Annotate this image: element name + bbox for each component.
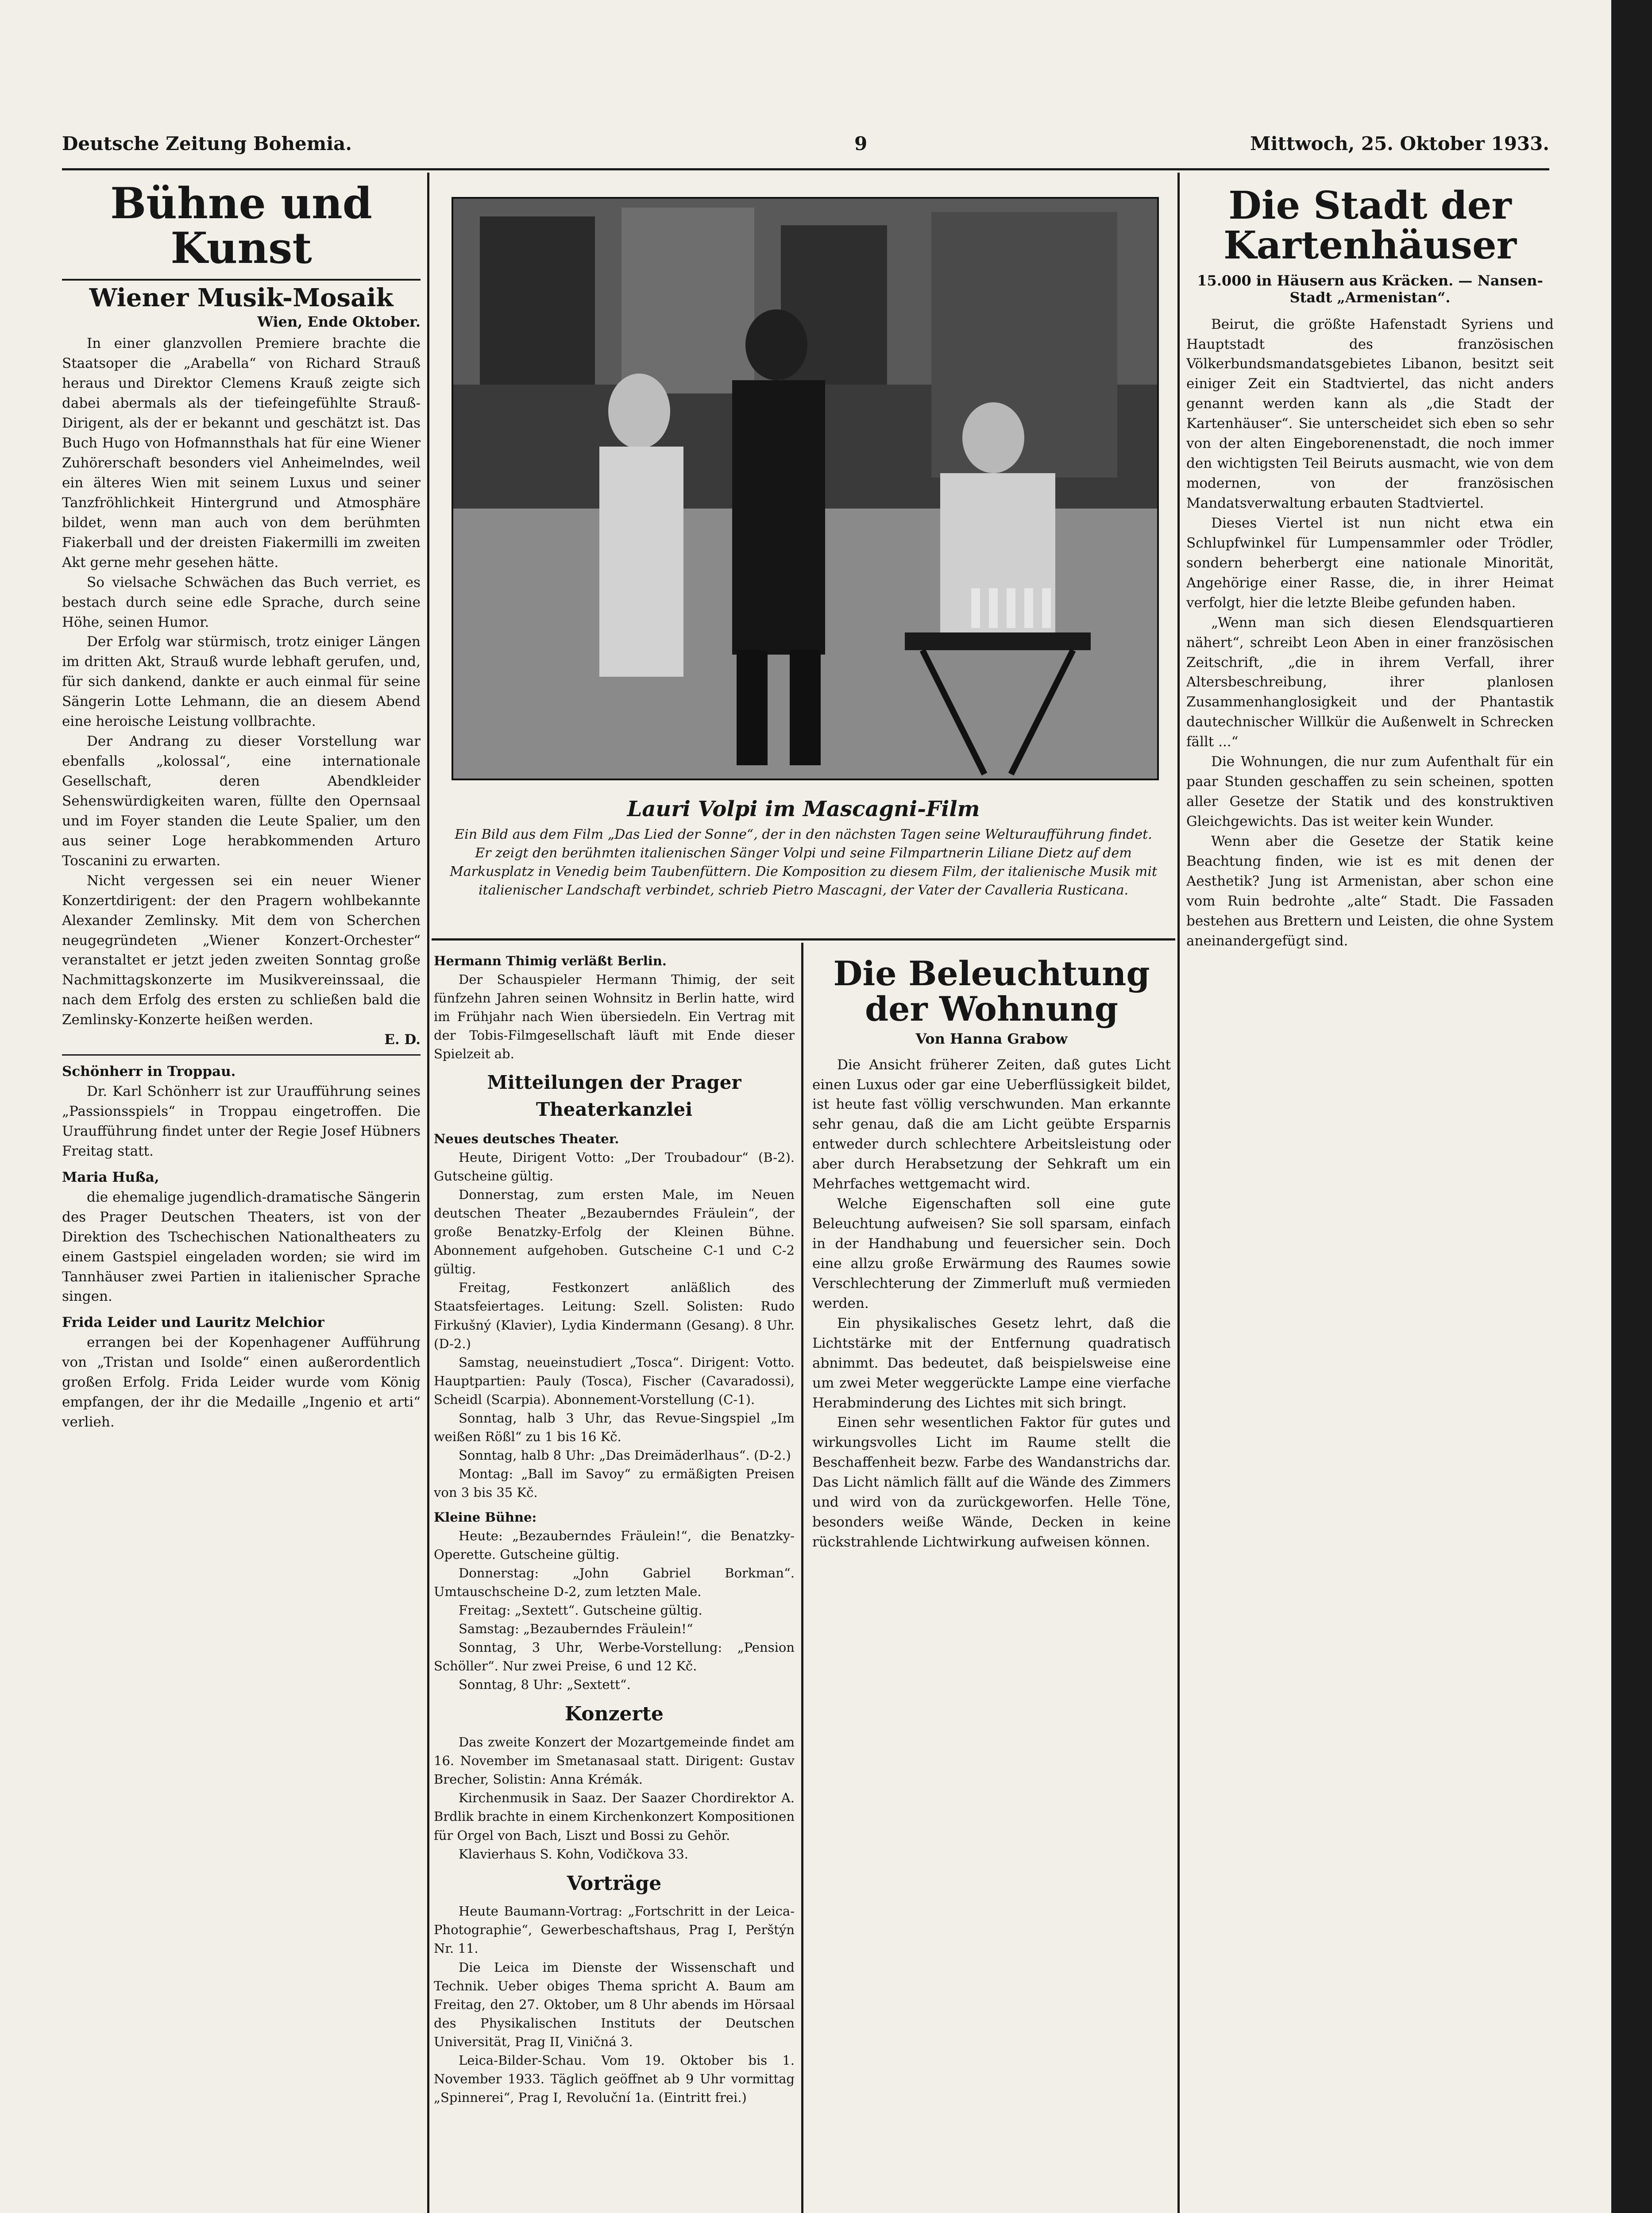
theater-line: Sonntag, halb 8 Uhr: „Das Dreimäderlhaus“. (D-2.) xyxy=(459,1447,791,1463)
newspaper-name: Deutsche Zeitung Bohemia. xyxy=(62,133,352,154)
konzert-line: Klavierhaus S. Kohn, Vodičkova 33. xyxy=(459,1846,688,1862)
photo-title: Lauri Volpi im Mascagni-Film xyxy=(627,797,980,821)
film-still-photo xyxy=(452,197,1159,780)
section-title-buehne: Bühne und Kunst xyxy=(110,178,372,273)
paragraph: Nicht vergessen sei ein neuer Wiener Konzertdirigent: der den Pragern wohlbekannte Alexander Zemlinsky. Mit dem von Scherchen neugegründeten „Wiener Konzert-Orchester“ veranstaltet er jetzt jeden zweiten Sonntag große Nachmittagskonzerte im Musikvereinssaal, die nach dem Erfolg des ersten zu schließen bald die Zemlinsky-Konzerte heißen werden. xyxy=(62,872,421,1028)
column-rule-2 xyxy=(1177,173,1180,2213)
middle-left-column xyxy=(434,952,795,2213)
paragraph: Der Erfolg war stürmisch, trotz einiger Längen im dritten Akt, Strauß wurde lebhaft gerufen, und, für sich dankend, dankte er auch einmal für seine Sängerin Lotte Lehmann, die an diesem Abend eine heroische Leistung vollbrachte. xyxy=(62,634,421,730)
section-title-vortraege: Vorträge xyxy=(567,1872,662,1895)
article-body xyxy=(62,334,421,1432)
kleine-line: Samstag: „Bezauberndes Fräulein!“ xyxy=(459,1621,693,1637)
theater-line: Heute, Dirigent Votto: „Der Troubadour“ (B-2). Gutscheine gültig. xyxy=(434,1150,795,1184)
kleine-buehne-title: Kleine Bühne: xyxy=(434,1510,537,1525)
theater-line: Montag: „Ball im Savoy“ zu ermäßigten Preisen von 3 bis 35 Kč. xyxy=(434,1466,795,1500)
right-column xyxy=(1186,177,1554,2213)
theater-title: Neues deutsches Theater. xyxy=(434,1131,619,1147)
kleine-line: Sonntag, 3 Uhr, Werbe-Vorstellung: „Pension Schöller“. Nur zwei Preise, 6 und 12 Kč. xyxy=(434,1640,795,1674)
paragraph: Welche Eigenschaften soll eine gute Beleuchtung aufweisen? Sie soll sparsam, einfach in der Handhabung und feuersicher sein. Doch eine allzu große Erwärmung des Raumes sowie Verschlechterung der Zimmerluft muß vermieden werden. xyxy=(812,1196,1171,1311)
paragraph: „Wenn man sich diesen Elendsquartieren nähert“, schreibt Leon Aben in einer französischen Zeitschrift, „die in ihrem Verfall, ihrer Altersbeschreibung, ihrer planlosen Zusammenhanglosigkeit und der Phantastik dautechnischer Willkür die Außenwelt in Schrecken fällt ...“ xyxy=(1186,614,1554,750)
article-body-beleuchtung xyxy=(812,1055,1171,1552)
paragraph: Die Ansicht früherer Zeiten, daß gutes Licht einen Luxus oder gar eine Ueberflüssigkeit bildet, ist heute fast völlig verschwunden. Man erkannte sehr genau, daß die am Licht geübte Ersparnis entweder durch schlechtere Arbeitsleistung oder aber durch Herabsetzung der Sehkraft um ein Mehrfaches wettgemacht wird. xyxy=(812,1056,1171,1192)
kleine-line: Sonntag, 8 Uhr: „Sextett“. xyxy=(459,1677,631,1693)
paragraph: Dieses Viertel ist nun nicht etwa ein Schlupfwinkel für Lumpensammler oder Trödler, sondern beherbergt eine nationale Minorität, Angehörige einer Rasse, die, in ihrer Heimat verfolgt, hier die letzte Bleibe gefunden haben. xyxy=(1186,515,1554,611)
vortrag-line: Heute Baumann-Vortrag: „Fortschritt in der Leica-Photographie“, Gewerbeschaftshaus, Prag I, Perštýn Nr. 11. xyxy=(434,1904,795,1956)
konzert-line: Das zweite Konzert der Mozartgemeinde findet am 16. November im Smetanasaal statt. Dirigent: Gustav Brecher, Solistin: Anna Krémák. xyxy=(434,1735,795,1787)
theater-line: Sonntag, halb 3 Uhr, das Revue-Singspiel „Im weißen Rößl“ zu 1 bis 16 Kč. xyxy=(434,1410,795,1444)
vortrag-line: Leica-Bilder-Schau. Vom 19. Oktober bis 1. November 1933. Täglich geöffnet ab 9 Uhr vormittag „Spinnerei“, Prag I, Revoluční 1a. (Eintritt frei.) xyxy=(434,2052,795,2105)
article-body-kartenhaeuser xyxy=(1186,315,1554,951)
divider xyxy=(62,1054,421,1056)
konzert-line: Kirchenmusik in Saaz. Der Saazer Chordirektor A. Brdlik brachte in einem Kirchenkonzert Kompositionen für Orgel von Bach, Liszt und Bossi zu Gehör. xyxy=(434,1790,795,1843)
paragraph: Ein physikalisches Gesetz lehrt, daß die Lichtstärke mit der Entfernung quadratisch abnimmt. Das bedeutet, daß beispielsweise eine um zwei Meter weggerückte Lampe eine vierfache Herabminderung des Lichtes mit sich bringt. xyxy=(812,1315,1171,1411)
photo-caption: Ein Bild aus dem Film „Das Lied der Sonne“, der in den nächsten Tagen seine Welturaufführung findet. Er zeigt den berühmten italienischen Sänger Volpi und seine Filmpartnerin Liliane Dietz auf dem Markusplatz in Venedig beim Taubenfüttern. Die Komposition zu diesem Film, der italienische Musik mit italienischer Landschaft verbindet, schrieb Pietro Mascagni, der Vater der Cavalleria Rusticana. xyxy=(449,827,1157,898)
page-header xyxy=(62,133,1549,168)
section-title-theaterkanzlei: Mitteilungen der Prager Theaterkanzlei xyxy=(487,1072,741,1121)
paragraph: So vielsache Schwächen das Buch verriet, es bestach durch seine edle Sprache, durch seine Höhe, seinen Humor. xyxy=(62,574,421,630)
article-subtitle: 15.000 in Häusern aus Kräcken. — Nansen-Stadt „Armenistan“. xyxy=(1197,272,1543,306)
theater-line: Donnerstag, zum ersten Male, im Neuen deutschen Theater „Bezauberndes Fräulein“, der große Benatzky-Erfolg der Kleinen Bühne. Abonnement aufgehoben. Gutscheine C-1 und C-2 gültig. xyxy=(434,1187,795,1277)
note-text: Der Schauspieler Hermann Thimig, der seit fünfzehn Jahren seinen Wohnsitz in Berlin hatte, wird im Frühjahr nach Wien übersiedeln. Ein Vertrag mit der Tobis-Filmgesellschaft läuft mit Ende dieser Spielzeit ab. xyxy=(434,972,795,1062)
middle-left-body xyxy=(434,952,795,2107)
photo-bottom-rule xyxy=(432,938,1175,941)
photo-illustration xyxy=(453,199,1157,779)
section-title-konzerte: Konzerte xyxy=(564,1703,664,1726)
theater-line: Samstag, neueinstudiert „Tosca“. Dirigent: Votto. Hauptpartien: Pauly (Tosca), Fischer (Cavaradossi), Scheidl (Scarpia). Abonnement-Vorstellung (C-1). xyxy=(434,1354,795,1407)
note-title: Schönherr in Troppau. xyxy=(62,1064,236,1080)
middle-right-column xyxy=(812,952,1171,2213)
section-rule xyxy=(62,279,421,281)
paragraph: In einer glanzvollen Premiere brachte die Staatsoper die „Arabella“ von Richard Strauß heraus und Direktor Clemens Krauß zeigte sich dabei abermals als der tiefeingefühlte Strauß-Dirigent, als der er bekannt und geschätzt ist. Das Buch Hugo von Hofmannsthals hat für eine Wiener Zuhörerschaft besonders viel Anheimelndes, weil ein älteres Wien mit seinem Luxus und seiner Tanzfröhlichkeit Hintergrund und Atmosphäre bildet, wenn man auch von dem berühmten Fiakerball und der dreisten Fiakermilli im zweiten Akt gerne mehr gesehen hätte. xyxy=(62,335,421,571)
scan-edge xyxy=(1611,0,1652,2213)
vortrag-line: Die Leica im Dienste der Wissenschaft und Technik. Ueber obiges Thema spricht A. Baum am Freitag, den 27. Oktober, um 8 Uhr abends im Hörsaal des Physikalischen Instituts der Deutschen Universität, Prag II, Viničná 3. xyxy=(434,1959,795,2049)
dateline: Wien, Ende Oktober. xyxy=(257,313,421,331)
byline: Von Hanna Grabow xyxy=(915,1030,1068,1047)
note-text: errangen bei der Kopenhagener Aufführung von „Tristan und Isolde“ einen außerordentlich großen Erfolg. Frida Leider wurde vom König empfangen, der ihr die Medaille „Ingenio et arti“ verlieh. xyxy=(62,1334,421,1430)
left-column xyxy=(62,177,421,2213)
paragraph: Die Wohnungen, die nur zum Aufenthalt für ein paar Stunden geschaffen zu sein scheinen, spotten aller Gesetze der Statik und des konstruktiven Gleichgewichts. Das ist weiter kein Wunder. xyxy=(1186,754,1554,830)
paragraph: Der Andrang zu dieser Vorstellung war ebenfalls „kolossal“, eine internationale Gesellschaft, deren Abendkleider Sehenswürdigkeiten waren, füllte den Opernsaal und im Foyer standen die Leute Spalier, um den aus seiner Loge herabkommenden Arturo Toscanini zu erwarten. xyxy=(62,733,421,869)
header-rule xyxy=(62,168,1549,170)
note-title: Hermann Thimig verläßt Berlin. xyxy=(434,953,667,968)
note-title: Frida Leider und Lauritz Melchior xyxy=(62,1315,324,1331)
article-title-kartenhaeuser: Die Stadt der Kartenhäuser xyxy=(1224,183,1517,268)
note-text: Dr. Karl Schönherr ist zur Uraufführung seines „Passionsspiels“ in Troppau eingetroffen. Die Uraufführung findet unter der Regie Josef Hübners Freitag statt. xyxy=(62,1083,421,1159)
column-rule-1 xyxy=(427,173,429,2213)
note-text: die ehemalige jugendlich-dramatische Sängerin des Prager Deutschen Theaters, ist von der Direktion des Tschechischen Nationaltheaters zu einem Gastspiel eingeladen worden; sie wird im Tannhäuser zwei Partien in italienischer Sprache singen. xyxy=(62,1189,421,1305)
column-rule-3 xyxy=(801,943,803,2213)
paragraph: Wenn aber die Gesetze der Statik keine Beachtung finden, wie ist es mit denen der Aesthetik? Jung ist Armenistan, aber schon eine vom Ruin bedrohte „alte“ Stadt. Die Fassaden bestehen aus Brettern und Leisten, die ohne System aneinandergefügt sind. xyxy=(1186,833,1554,949)
signature: E. D. xyxy=(384,1032,421,1048)
page-number: 9 xyxy=(854,133,868,154)
note-title: Maria Hußa, xyxy=(62,1169,159,1185)
kleine-line: Freitag: „Sextett“. Gutscheine gültig. xyxy=(459,1603,702,1618)
paragraph: Beirut, die größte Hafenstadt Syriens und Hauptstadt des französischen Völkerbundsmandatsgebietes Libanon, besitzt seit einiger Zeit ein Stadtviertel, das nicht anders genannt werden kann als „die Stadt der Kartenhäuser“. Sie unterscheidet sich eben so sehr von der alten Eingeborenenstadt, die noch immer den wichtigsten Teil Beiruts ausmacht, wie von dem modernen, von der französischen Mandatsverwaltung erbauten Stadtviertel. xyxy=(1186,316,1554,512)
theater-line: Freitag, Festkonzert anläßlich des Staatsfeiertages. Leitung: Szell. Solisten: Rudo Firkušný (Klavier), Lydia Kindermann (Gesang). 8 Uhr. (D-2.) xyxy=(434,1280,795,1351)
article-title-beleuchtung: Die Beleuchtung der Wohnung xyxy=(833,954,1150,1029)
paragraph: Einen sehr wesentlichen Faktor für gutes und wirkungsvolles Licht im Raume stellt die Beschaffenheit bezw. Farbe des Wandanstrichs dar. Das Licht nämlich fällt auf die Wände des Zimmers und wird von da zurückgeworfen. Helle Töne, besonders weiße Wände, Decken in keine rückstrahlende Lichtwirkung aufweisen können. xyxy=(812,1415,1171,1550)
issue-date: Mittwoch, 25. Oktober 1933. xyxy=(1250,133,1549,154)
article-headline: Wiener Musik-Mosaik xyxy=(89,283,394,312)
kleine-line: Heute: „Bezauberndes Fräulein!“, die Benatzky-Operette. Gutscheine gültig. xyxy=(434,1528,795,1562)
kleine-line: Donnerstag: „John Gabriel Borkman“. Umtauschscheine D-2, zum letzten Male. xyxy=(434,1565,795,1600)
